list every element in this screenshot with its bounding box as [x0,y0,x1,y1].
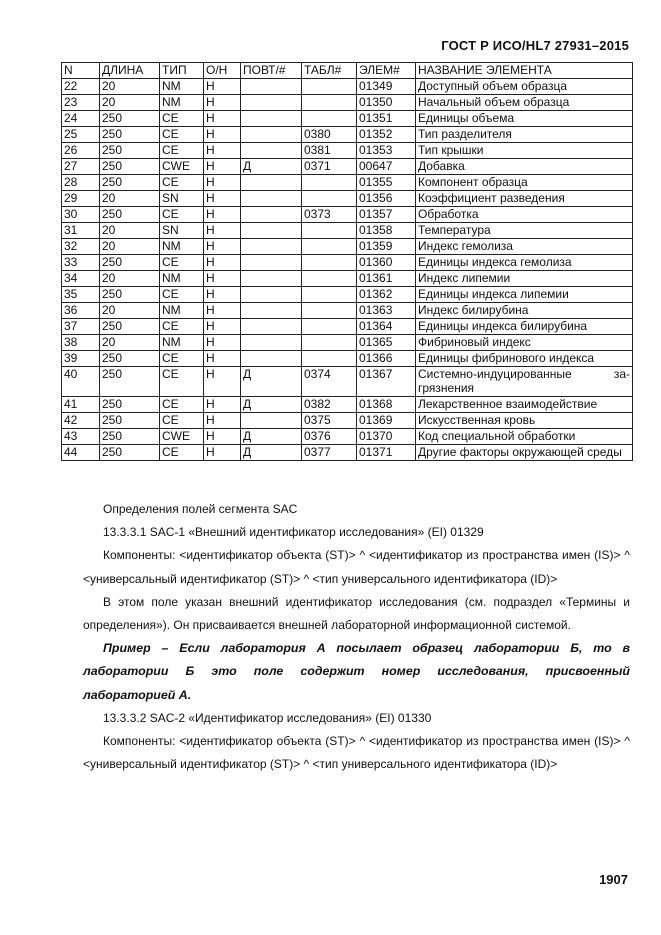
table-cell [241,111,302,127]
table-cell [241,127,302,143]
table-cell: 20 [100,271,160,287]
table-cell [241,95,302,111]
table-cell: 44 [62,445,100,461]
table-cell [241,255,302,271]
table-cell: CWE [160,429,204,445]
table-cell: Н [204,95,241,111]
table-row [62,127,633,143]
table-cell: Обработка [416,207,633,223]
table-cell: 0377 [302,445,357,461]
table-cell: Фибриновый индекс [416,335,633,351]
table-cell: 250 [100,351,160,367]
table-cell: Индекс гемолиза [416,239,633,255]
table-cell: 0382 [302,397,357,413]
table-cell: Н [204,143,241,159]
table-row [62,159,633,175]
table-header-row [62,63,633,79]
table-cell: Индекс билирубина [416,303,633,319]
table-cell: Индекс липемии [416,271,633,287]
table-cell: Д [241,445,302,461]
table-cell: CE [160,143,204,159]
table-header [62,63,633,79]
table-cell: 23 [62,95,100,111]
table-row [62,335,633,351]
table-cell [302,191,357,207]
column-header: ЭЛЕМ# [357,63,416,79]
table-cell: Н [204,223,241,239]
sac1-heading: 13.3.3.1 SAC-1 «Внешний идентификатор исследования» (EI) 01329 [103,525,484,540]
table-cell: NM [160,95,204,111]
table-cell: 0374 [302,367,357,397]
table-cell: 01353 [357,143,416,159]
table-cell [302,287,357,303]
table-cell [241,303,302,319]
table-cell: 01358 [357,223,416,239]
table-cell: Единицы индекса билирубина [416,319,633,335]
sac1-components: Компоненты: <идентификатор объекта (ST)> ^ <идентификатор из пространства имен (IS)> ^ <универсальный идентификатор (ST)> ^ <тип универсального идентификатора (ID)> [83,548,630,586]
table-cell: 01356 [357,191,416,207]
table-cell: 01369 [357,413,416,429]
table-row [62,319,633,335]
table-cell: 00647 [357,159,416,175]
column-header: ТИП [160,63,204,79]
table-cell: Н [204,271,241,287]
table-cell: 250 [100,413,160,429]
table-cell: 29 [62,191,100,207]
column-header: ТАБЛ# [302,63,357,79]
table-cell: 01360 [357,255,416,271]
table-cell: Единицы индекса гемолиза [416,255,633,271]
table-row [62,413,633,429]
table-cell: 01367 [357,367,416,397]
table-cell: 01364 [357,319,416,335]
segment-fields-table [61,62,633,461]
table-cell: 41 [62,397,100,413]
table-cell: CWE [160,159,204,175]
table-cell: Коэффициент разведения [416,191,633,207]
table-cell: 24 [62,111,100,127]
table-cell: 01363 [357,303,416,319]
table-row [62,207,633,223]
page-number: 1907 [599,872,628,887]
table-row [62,271,633,287]
table-cell: Д [241,159,302,175]
table-cell: 250 [100,367,160,397]
table-cell: CE [160,287,204,303]
table-cell: 28 [62,175,100,191]
table-row [62,223,633,239]
table-cell: Единицы индекса липемии [416,287,633,303]
table-cell: CE [160,319,204,335]
table-cell: 250 [100,143,160,159]
table-cell: 250 [100,127,160,143]
table-cell: 20 [100,95,160,111]
table-cell: 01359 [357,239,416,255]
table-cell: 34 [62,271,100,287]
table-cell: CE [160,207,204,223]
table-cell: 01370 [357,429,416,445]
table-cell: 20 [100,239,160,255]
table-body [62,79,633,461]
table-cell: Н [204,175,241,191]
sac1-description: В этом поле указан внешний идентификатор исследования (см. подраздел «Термины и определения»). Он присваивается внешней лабораторной информационной системой. [83,594,630,633]
table-cell: Компонент образца [416,175,633,191]
table-cell [241,191,302,207]
table-cell [241,351,302,367]
column-header: ПОВТ/# [241,63,302,79]
table-cell: 01349 [357,79,416,95]
column-header: ДЛИНА [100,63,160,79]
table-cell: Тип разделителя [416,127,633,143]
table-cell: 0373 [302,207,357,223]
table-row [62,239,633,255]
table-row [62,111,633,127]
table-cell: 01371 [357,445,416,461]
table-cell: Н [204,303,241,319]
table-cell: Н [204,335,241,351]
table-cell: 01351 [357,111,416,127]
table-row [62,175,633,191]
table-cell: Н [204,445,241,461]
table-cell: 01361 [357,271,416,287]
table-cell: 250 [100,287,160,303]
table-cell [302,303,357,319]
table-cell: 36 [62,303,100,319]
table-cell [241,175,302,191]
table-cell: CE [160,127,204,143]
table-cell [302,175,357,191]
table-cell: 01352 [357,127,416,143]
table-cell: Н [204,397,241,413]
table-cell [302,351,357,367]
table-cell: CE [160,397,204,413]
table-cell: 250 [100,175,160,191]
column-header: N [62,63,100,79]
table-cell: 250 [100,445,160,461]
sac2-heading: 13.3.3.2 SAC-2 «Идентификатор исследования» (EI) 01330 [103,710,432,725]
table-cell: NM [160,79,204,95]
table-cell: CE [160,175,204,191]
table-cell: 250 [100,255,160,271]
table-cell: Н [204,207,241,223]
table-cell: NM [160,239,204,255]
table-cell: 35 [62,287,100,303]
table-cell: Н [204,367,241,397]
table-cell: Доступный объем образца [416,79,633,95]
table-row [62,351,633,367]
table-cell: 01350 [357,95,416,111]
table-cell: SN [160,191,204,207]
table-cell [302,79,357,95]
table-cell: Системно-индуцированные за-грязнения [416,367,633,397]
table-cell: 250 [100,429,160,445]
table-row [62,367,633,397]
table-cell: Лекарственное взаимодействие [416,397,633,413]
table-cell: CE [160,111,204,127]
table-cell [241,143,302,159]
table-cell [302,255,357,271]
table-cell: 250 [100,207,160,223]
table-cell: 01355 [357,175,416,191]
table-cell: CE [160,255,204,271]
table-cell [241,413,302,429]
table-cell: 30 [62,207,100,223]
table-cell: CE [160,351,204,367]
table-cell: 27 [62,159,100,175]
table-cell: 0371 [302,159,357,175]
section-title: Определения полей сегмента SAC [103,502,298,516]
table-cell: 20 [100,191,160,207]
table-row [62,255,633,271]
table-cell: Н [204,287,241,303]
table-cell: 20 [100,335,160,351]
table-cell: 20 [100,79,160,95]
table-cell: 250 [100,159,160,175]
table-cell: 42 [62,413,100,429]
table-cell: NM [160,271,204,287]
column-header: НАЗВАНИЕ ЭЛЕМЕНТА [416,63,633,79]
table-cell: Другие факторы окружающей среды [416,445,633,461]
table-cell: Н [204,191,241,207]
table-cell [302,335,357,351]
table-cell: 0381 [302,143,357,159]
table-row [62,429,633,445]
table-cell: 01365 [357,335,416,351]
table-cell: Н [204,413,241,429]
table-cell [241,271,302,287]
document-body [83,498,630,776]
table-cell: Н [204,127,241,143]
table-cell: 250 [100,397,160,413]
table-cell [302,95,357,111]
table-row [62,95,633,111]
table-cell: Н [204,79,241,95]
table-cell: 250 [100,111,160,127]
table-cell [241,287,302,303]
table-cell: 01368 [357,397,416,413]
table-cell [241,223,302,239]
sac2-components: Компоненты: <идентификатор объекта (ST)> ^ <идентификатор из пространства имен (IS)> ^ <универсальный идентификатор (ST)> ^ <тип универсального идентификатора (ID)> [83,734,630,772]
table-cell: Н [204,429,241,445]
table-row [62,143,633,159]
table-cell [241,319,302,335]
table-cell: 38 [62,335,100,351]
table-cell: CE [160,367,204,397]
table-row [62,303,633,319]
table-cell: Н [204,351,241,367]
table-cell: 250 [100,319,160,335]
table-cell [302,271,357,287]
table-cell: Температура [416,223,633,239]
table-cell: 40 [62,367,100,397]
table-cell [241,79,302,95]
table-cell: Д [241,397,302,413]
table-cell [302,239,357,255]
table-cell: Н [204,159,241,175]
table-cell: Единицы объема [416,111,633,127]
table-cell [302,111,357,127]
table-cell: CE [160,445,204,461]
table-cell: 22 [62,79,100,95]
table-cell: 0376 [302,429,357,445]
table-cell: NM [160,303,204,319]
table-cell: 20 [100,223,160,239]
table-cell: 0380 [302,127,357,143]
table-cell: 0375 [302,413,357,429]
table-cell: Н [204,319,241,335]
table-cell: Н [204,111,241,127]
table-cell: Н [204,255,241,271]
table-cell: 25 [62,127,100,143]
table-cell: Н [204,239,241,255]
table-cell: 31 [62,223,100,239]
table-cell: 39 [62,351,100,367]
table-cell: 43 [62,429,100,445]
table-cell: 01357 [357,207,416,223]
table-row [62,79,633,95]
table-cell: 26 [62,143,100,159]
table-cell: Тип крышки [416,143,633,159]
table-cell: 32 [62,239,100,255]
table-cell: Искусственная кровь [416,413,633,429]
table-cell: NM [160,335,204,351]
document-header: ГОСТ Р ИСО/HL7 27931–2015 [441,38,629,53]
table-cell: CE [160,413,204,429]
table-cell: 20 [100,303,160,319]
sac1-example: Пример – Если лаборатория А посылает образец лаборатории Б, то в лаборатории Б это поле содержит номер исследования, присвоенный лабораторией А. [83,641,630,702]
table-cell [241,207,302,223]
table-cell [241,335,302,351]
table-cell: Д [241,429,302,445]
table-cell: Код специальной обработки [416,429,633,445]
column-header: О/Н [204,63,241,79]
table-cell: Начальный объем образца [416,95,633,111]
table-row [62,445,633,461]
table-cell: SN [160,223,204,239]
table-cell: 33 [62,255,100,271]
table-cell: Единицы фибринового индекса [416,351,633,367]
table-cell: Добавка [416,159,633,175]
table-cell: Д [241,367,302,397]
table-cell: 01366 [357,351,416,367]
table-row [62,287,633,303]
table-cell: 37 [62,319,100,335]
table-cell [302,319,357,335]
table-row [62,397,633,413]
table-cell [302,223,357,239]
table-cell [241,239,302,255]
table-cell: 01362 [357,287,416,303]
table-row [62,191,633,207]
